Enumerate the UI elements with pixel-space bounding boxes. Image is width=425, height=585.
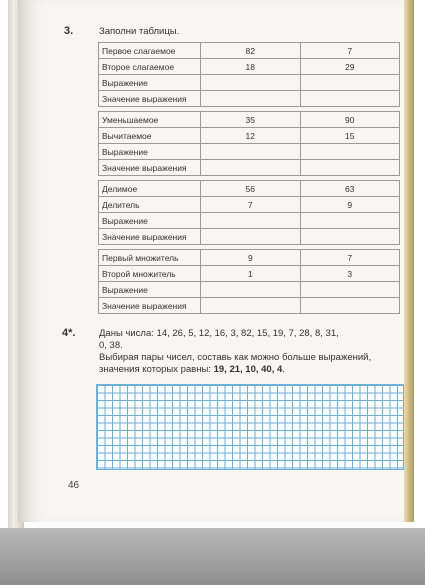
table-addition: [98, 42, 400, 107]
cell-value[interactable]: 18: [201, 59, 300, 75]
task-3-instruction: Заполни таблицы.: [99, 26, 180, 37]
table-division: [98, 180, 400, 245]
cell-value[interactable]: 1: [201, 266, 300, 282]
task-4-line-2: 0, 38.: [99, 340, 123, 351]
cell-value[interactable]: 35: [201, 112, 300, 128]
table-row: [99, 91, 400, 107]
table-row: [99, 43, 400, 59]
answer-cell[interactable]: [201, 75, 300, 91]
row-label: Выражение: [99, 144, 201, 160]
row-label: Выражение: [99, 75, 201, 91]
answer-cell[interactable]: [300, 229, 399, 245]
cell-value[interactable]: 15: [300, 128, 399, 144]
table-subtraction: [98, 111, 400, 176]
answer-cell[interactable]: [300, 91, 399, 107]
task-number-3: 3.: [64, 25, 74, 37]
table-row: [99, 213, 400, 229]
table-row: [99, 266, 400, 282]
table-row: [99, 282, 400, 298]
task-4-line-4-prefix: значения которых равны:: [99, 364, 214, 375]
row-label: Второй множитель: [99, 266, 201, 282]
task-4-targets: 19, 21, 10, 40, 4: [213, 364, 283, 375]
table-row: [99, 229, 400, 245]
row-label: Вычитаемое: [99, 128, 201, 144]
cell-value[interactable]: 3: [300, 266, 399, 282]
cell-value[interactable]: 12: [201, 128, 300, 144]
row-label: Второе слагаемое: [99, 59, 201, 75]
table-row: [99, 181, 400, 197]
table-row: [99, 75, 400, 91]
answer-cell[interactable]: [201, 213, 300, 229]
table-row: [99, 298, 400, 314]
answer-cell[interactable]: [300, 75, 399, 91]
cell-value[interactable]: 82: [201, 43, 300, 59]
table-row: [99, 112, 400, 128]
page-number: 46: [68, 480, 80, 491]
cell-value[interactable]: 7: [300, 250, 399, 266]
row-label: Выражение: [99, 213, 201, 229]
cell-value[interactable]: 29: [300, 59, 399, 75]
answer-cell[interactable]: [201, 160, 300, 176]
table-row: [99, 144, 400, 160]
row-label: Делитель: [99, 197, 201, 213]
answer-cell[interactable]: [300, 282, 399, 298]
cell-value[interactable]: 56: [201, 181, 300, 197]
cell-value[interactable]: 9: [201, 250, 300, 266]
answer-cell[interactable]: [201, 298, 300, 314]
row-label: Значение выражения: [99, 91, 201, 107]
table-row: [99, 160, 400, 176]
answer-cell[interactable]: [300, 144, 399, 160]
page-edge-strip: [404, 0, 414, 522]
cell-value[interactable]: 9: [300, 197, 399, 213]
cell-value[interactable]: 90: [300, 112, 399, 128]
row-label: Первый множитель: [99, 250, 201, 266]
row-label: Выражение: [99, 282, 201, 298]
answer-cell[interactable]: [300, 160, 399, 176]
table-multiplication: [98, 249, 400, 314]
table-row: [99, 128, 400, 144]
cell-value[interactable]: 7: [201, 197, 300, 213]
task-4-line-3: Выбирая пары чисел, составь как можно больше выражений,: [99, 352, 372, 363]
row-label: Делимое: [99, 181, 201, 197]
task-4-line-4: [99, 364, 405, 376]
answer-cell[interactable]: [300, 213, 399, 229]
task-number-4: 4*.: [62, 327, 76, 339]
table-row: [99, 197, 400, 213]
cell-value[interactable]: 7: [300, 43, 399, 59]
row-label: Значение выражения: [99, 298, 201, 314]
task-4-line-4-suffix: .: [282, 364, 285, 375]
task-4-text: [99, 328, 405, 376]
answer-cell[interactable]: [201, 282, 300, 298]
row-label: Значение выражения: [99, 229, 201, 245]
row-label: Уменьшаемое: [99, 112, 201, 128]
cell-value[interactable]: 63: [300, 181, 399, 197]
row-label: Первое слагаемое: [99, 43, 201, 59]
task-4-line-1: Даны числа: 14, 26, 5, 12, 16, 3, 82, 15, 19, 7, 28, 8, 31,: [99, 328, 339, 339]
table-row: [99, 250, 400, 266]
answer-cell[interactable]: [300, 298, 399, 314]
scanner-background: [0, 528, 425, 585]
answer-cell[interactable]: [201, 144, 300, 160]
row-label: Значение выражения: [99, 160, 201, 176]
answer-cell[interactable]: [201, 229, 300, 245]
answer-cell[interactable]: [201, 91, 300, 107]
table-row: [99, 59, 400, 75]
grid-answer-area[interactable]: [96, 384, 404, 470]
